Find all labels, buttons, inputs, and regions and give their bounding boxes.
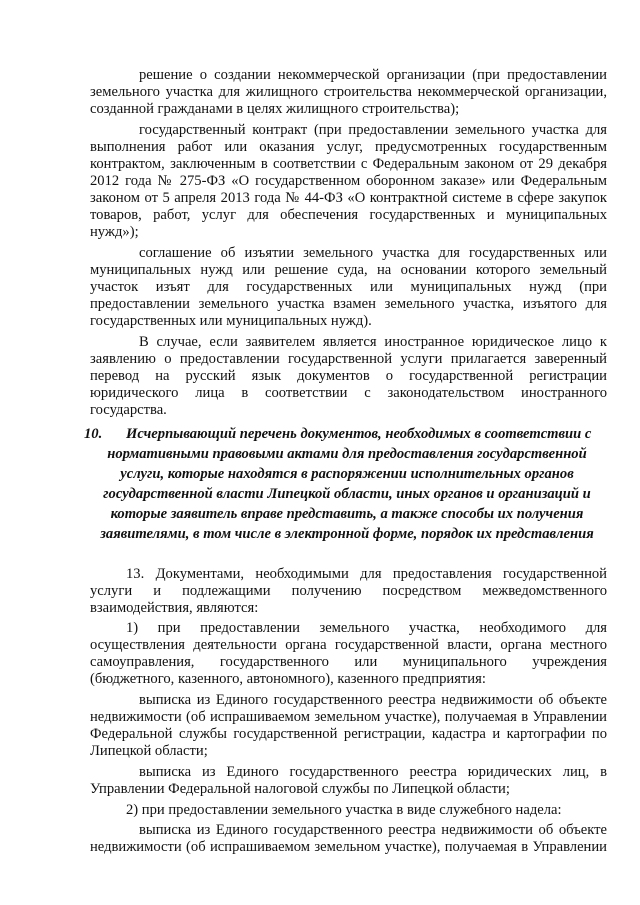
text-line: контрактом, заключенным в соответствии с Федеральным законом от 29 декабря: [90, 156, 607, 172]
text-line: 2) при предоставлении земельного участка в виде служебного надела:: [126, 802, 562, 818]
text-line: 13. Документами, необходимыми для предоставления государственной: [126, 566, 607, 582]
text-line: (бюджетного, казенного, автономного), казенного предприятия:: [90, 671, 486, 687]
text-line: государства.: [90, 402, 167, 418]
text-line: 2012 года № 275-ФЗ «О государственном оборонном заказе» или Федеральным: [90, 173, 607, 189]
text-line: юридического лица в соответствии с законодательством иностранного: [90, 385, 607, 401]
section-title-text: Исчерпывающий перечень документов, необходимых в соответствии с: [126, 426, 592, 442]
text-line: земельного участка для жилищного строительства некоммерческой организации,: [90, 84, 607, 100]
section-heading-line: государственной власти Липецкой области, иных органов и организаций и: [103, 486, 591, 502]
section-heading-line: [84, 424, 610, 444]
text-line: государственный контракт (при предоставлении земельного участка для: [139, 122, 607, 138]
text-line: предоставлении земельного участка взамен земельного участка, изъятого для: [90, 296, 607, 312]
text-line: заявлению о предоставлении государственной услуги прилагается заверенный: [90, 351, 607, 367]
text-line: недвижимости (об испрашиваемом земельном участке), получаемая в Управлении: [90, 709, 607, 725]
text-line: созданной гражданами в целях жилищного строительства);: [90, 101, 460, 117]
section-heading-line: которые заявитель вправе представить, а также способы их получения: [110, 506, 584, 522]
text-line: недвижимости (об испрашиваемом земельном участке), получаемая в Управлении: [90, 839, 607, 855]
text-line: соглашение об изъятии земельного участка для государственных или: [139, 245, 607, 261]
text-line: товаров, работ, услуг для обеспечения государственных и муниципальных: [90, 207, 607, 223]
text-line: законом от 5 апреля 2013 года № 44-ФЗ «О контрактной системе в сфере закупок: [90, 190, 607, 206]
section-heading-line: нормативными правовыми актами для предоставления государственной: [107, 446, 587, 462]
section-number: 10.: [84, 426, 103, 442]
text-line: перевод на русский язык документов о государственной регистрации: [90, 368, 607, 384]
text-line: нужд»);: [90, 224, 139, 240]
text-line: взаимодействия, являются:: [90, 600, 259, 616]
text-line: решение о создании некоммерческой организации (при предоставлении: [139, 67, 607, 83]
text-line: В случае, если заявителем является иностранное юридическое лицо к: [139, 334, 607, 350]
text-line: осуществления деятельности органа государственной власти, органа местного: [90, 637, 607, 653]
text-line: муниципальных нужд или решение суда, на основании которого земельный: [90, 262, 607, 278]
text-line: услуги и подлежащими получению посредством межведомственного: [90, 583, 607, 599]
section-heading-line: заявителями, в том числе в электронной форме, порядок их представления: [100, 526, 594, 542]
text-line: выписка из Единого государственного реестра юридических лиц, в: [139, 764, 607, 780]
text-line: участок изъят для государственных или муниципальных нужд (при: [90, 279, 607, 295]
text-line: Федеральной службы государственной регистрации, кадастра и картографии по: [90, 726, 607, 742]
text-line: Управлении Федеральной налоговой службы по Липецкой области;: [90, 781, 510, 797]
section-heading-line: услуги, которые находятся в распоряжении исполнительных органов: [120, 466, 574, 482]
text-line: государственных или муниципальных нужд).: [90, 313, 372, 329]
text-line: самоуправления, государственного или муниципального учреждения: [90, 654, 607, 670]
text-line: выписка из Единого государственного реестра недвижимости об объекте: [139, 692, 607, 708]
text-line: выписка из Единого государственного реестра недвижимости об объекте: [139, 822, 607, 838]
text-line: Липецкой области;: [90, 743, 208, 759]
text-line: выполнения работ или оказания услуг, предусмотренных государственным: [90, 139, 607, 155]
text-line: 1) при предоставлении земельного участка, необходимого для: [126, 620, 607, 636]
